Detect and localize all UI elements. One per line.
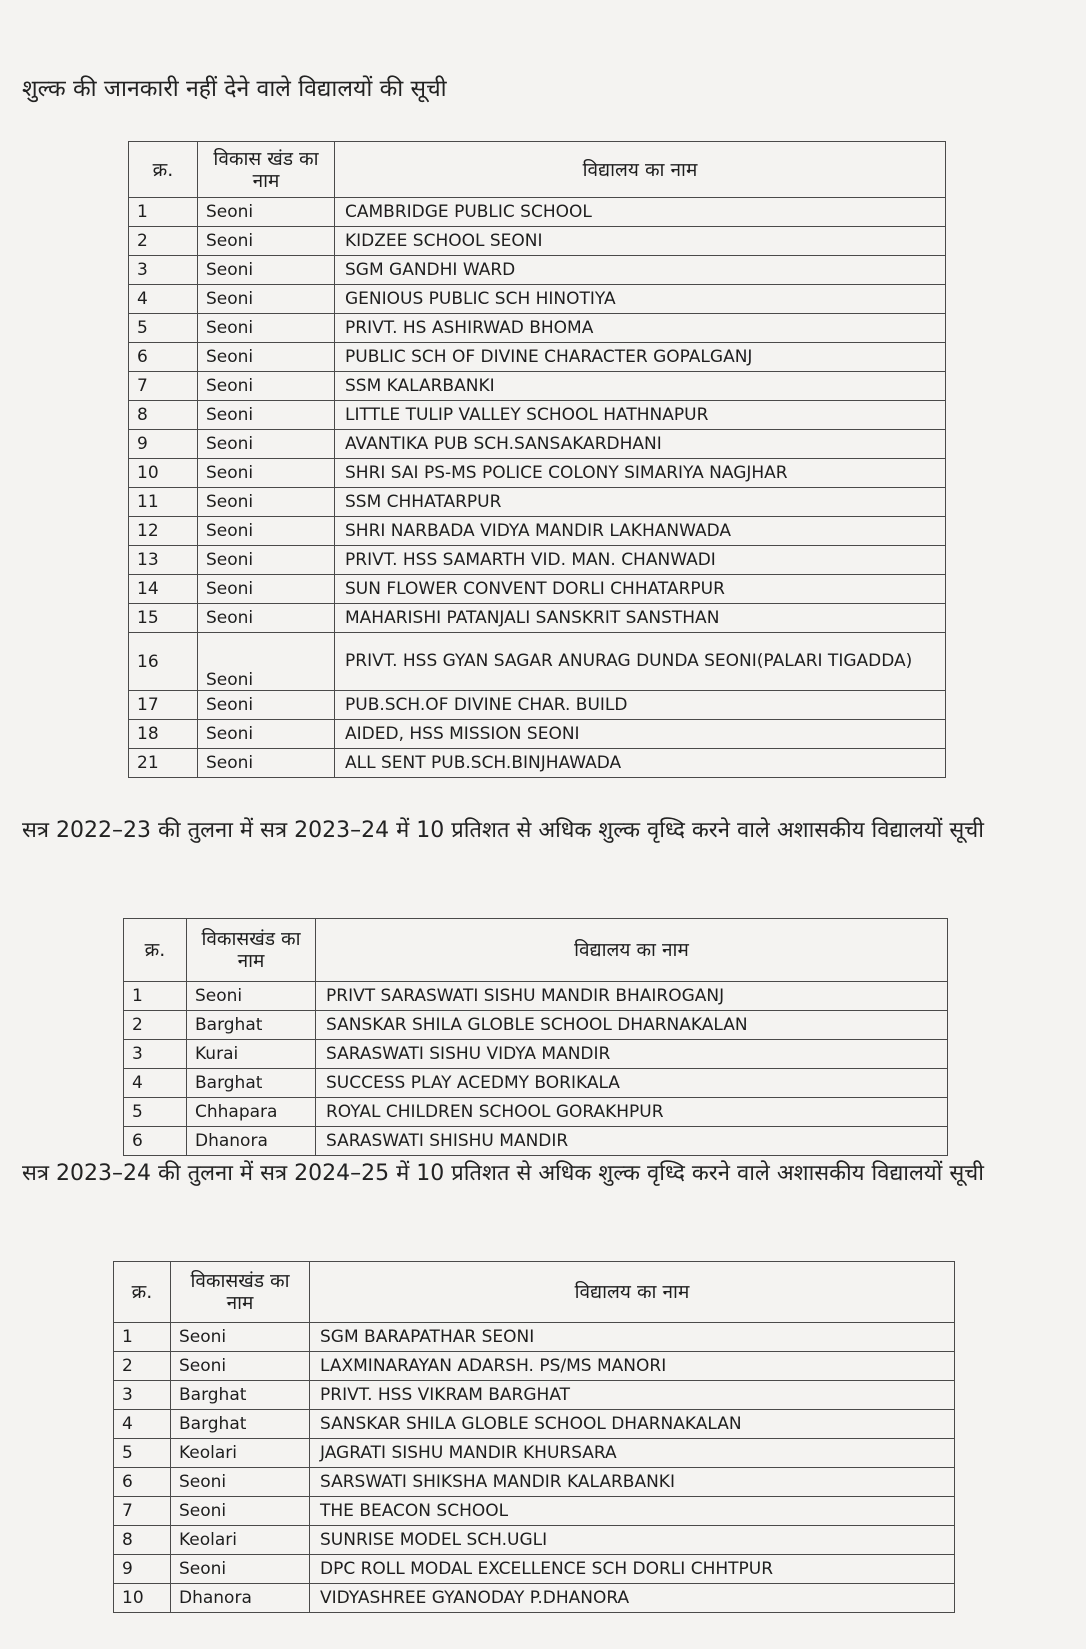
- row-block: Seoni: [171, 1555, 310, 1584]
- row-block: Seoni: [187, 982, 316, 1011]
- header-school: विद्यालय का नाम: [335, 142, 946, 198]
- row-serial: 2: [129, 227, 198, 256]
- table-row: [129, 372, 946, 401]
- row-block: Dhanora: [171, 1584, 310, 1613]
- row-school-name: AIDED, HSS MISSION SEONI: [335, 720, 946, 749]
- row-school-name: PRIVT. HSS GYAN SAGAR ANURAG DUNDA SEONI(PALARI TIGADDA): [335, 633, 946, 691]
- row-school-name: SARASWATI SISHU VIDYA MANDIR: [316, 1040, 948, 1069]
- row-school-name: ROYAL CHILDREN SCHOOL GORAKHPUR: [316, 1098, 948, 1127]
- table-row: [129, 633, 946, 691]
- table-row: [129, 198, 946, 227]
- row-block: Seoni: [171, 1468, 310, 1497]
- table-row: [124, 1127, 948, 1156]
- table-row: [124, 1069, 948, 1098]
- row-school-name: CAMBRIDGE PUBLIC SCHOOL: [335, 198, 946, 227]
- row-serial: 10: [114, 1584, 171, 1613]
- row-school-name: LITTLE TULIP VALLEY SCHOOL HATHNAPUR: [335, 401, 946, 430]
- header-sn: क्र.: [124, 919, 187, 982]
- row-serial: 4: [124, 1069, 187, 1098]
- row-block: Seoni: [171, 1497, 310, 1526]
- row-serial: 16: [129, 633, 198, 691]
- row-school-name: ALL SENT PUB.SCH.BINJHAWADA: [335, 749, 946, 778]
- table-row: [129, 343, 946, 372]
- row-serial: 18: [129, 720, 198, 749]
- row-school-name: SHRI NARBADA VIDYA MANDIR LAKHANWADA: [335, 517, 946, 546]
- row-school-name: SANSKAR SHILA GLOBLE SCHOOL DHARNAKALAN: [316, 1011, 948, 1040]
- header-sn: क्र.: [114, 1262, 171, 1323]
- row-school-name: AVANTIKA PUB SCH.SANSAKARDHANI: [335, 430, 946, 459]
- section1-heading: शुल्क की जानकारी नहीं देने वाले विद्यालयों की सूची: [22, 76, 447, 102]
- row-serial: 7: [129, 372, 198, 401]
- table-row: [129, 430, 946, 459]
- row-serial: 5: [129, 314, 198, 343]
- row-school-name: THE BEACON SCHOOL: [310, 1497, 955, 1526]
- row-serial: 8: [129, 401, 198, 430]
- row-block: Barghat: [171, 1381, 310, 1410]
- row-school-name: JAGRATI SISHU MANDIR KHURSARA: [310, 1439, 955, 1468]
- row-school-name: PRIVT. HSS SAMARTH VID. MAN. CHANWADI: [335, 546, 946, 575]
- row-school-name: SARSWATI SHIKSHA MANDIR KALARBANKI: [310, 1468, 955, 1497]
- row-block: Seoni: [198, 633, 335, 691]
- row-serial: 1: [129, 198, 198, 227]
- row-school-name: LAXMINARAYAN ADARSH. PS/MS MANORI: [310, 1352, 955, 1381]
- row-serial: 4: [129, 285, 198, 314]
- row-block: Dhanora: [187, 1127, 316, 1156]
- row-serial: 4: [114, 1410, 171, 1439]
- row-serial: 9: [114, 1555, 171, 1584]
- row-school-name: PRIVT. HS ASHIRWAD BHOMA: [335, 314, 946, 343]
- row-block: Seoni: [198, 343, 335, 372]
- row-block: Seoni: [198, 604, 335, 633]
- row-block: Seoni: [198, 314, 335, 343]
- table-row: [129, 285, 946, 314]
- row-school-name: SANSKAR SHILA GLOBLE SCHOOL DHARNAKALAN: [310, 1410, 955, 1439]
- row-serial: 21: [129, 749, 198, 778]
- table-row: [129, 459, 946, 488]
- table-row: [114, 1439, 955, 1468]
- table-row: [114, 1352, 955, 1381]
- row-school-name: DPC ROLL MODAL EXCELLENCE SCH DORLI CHHTPUR: [310, 1555, 955, 1584]
- row-block: Seoni: [198, 285, 335, 314]
- table-row: [114, 1468, 955, 1497]
- header-school: विद्यालय का नाम: [316, 919, 948, 982]
- row-block: Seoni: [198, 720, 335, 749]
- row-school-name: SUCCESS PLAY ACEDMY BORIKALA: [316, 1069, 948, 1098]
- section2-table: [123, 918, 948, 1156]
- table-header-row: [114, 1262, 955, 1323]
- table-row: [114, 1584, 955, 1613]
- table-row: [129, 720, 946, 749]
- row-block: Seoni: [198, 430, 335, 459]
- table-row: [124, 1040, 948, 1069]
- row-serial: 8: [114, 1526, 171, 1555]
- row-serial: 6: [129, 343, 198, 372]
- row-school-name: VIDYASHREE GYANODAY P.DHANORA: [310, 1584, 955, 1613]
- row-school-name: PRIVT. HSS VIKRAM BARGHAT: [310, 1381, 955, 1410]
- table-row: [124, 982, 948, 1011]
- row-school-name: PUBLIC SCH OF DIVINE CHARACTER GOPALGANJ: [335, 343, 946, 372]
- header-sn: क्र.: [129, 142, 198, 198]
- row-school-name: SSM KALARBANKI: [335, 372, 946, 401]
- row-block: Seoni: [198, 575, 335, 604]
- row-block: Seoni: [198, 227, 335, 256]
- table-row: [129, 575, 946, 604]
- table-row: [129, 517, 946, 546]
- header-block: विकासखंड का नाम: [187, 919, 316, 982]
- row-block: Barghat: [171, 1410, 310, 1439]
- row-school-name: SSM CHHATARPUR: [335, 488, 946, 517]
- row-block: Seoni: [198, 198, 335, 227]
- row-block: Seoni: [198, 488, 335, 517]
- row-serial: 3: [124, 1040, 187, 1069]
- row-serial: 6: [114, 1468, 171, 1497]
- row-serial: 9: [129, 430, 198, 459]
- header-block: विकासखंड का नाम: [171, 1262, 310, 1323]
- section1-table: [128, 141, 946, 778]
- row-block: Kurai: [187, 1040, 316, 1069]
- row-block: Seoni: [198, 517, 335, 546]
- row-serial: 6: [124, 1127, 187, 1156]
- table-row: [114, 1381, 955, 1410]
- row-block: Keolari: [171, 1439, 310, 1468]
- row-block: Barghat: [187, 1011, 316, 1040]
- row-school-name: KIDZEE SCHOOL SEONI: [335, 227, 946, 256]
- row-serial: 14: [129, 575, 198, 604]
- table-row: [114, 1410, 955, 1439]
- row-school-name: SARASWATI SHISHU MANDIR: [316, 1127, 948, 1156]
- row-block: Seoni: [198, 749, 335, 778]
- row-school-name: SUNRISE MODEL SCH.UGLI: [310, 1526, 955, 1555]
- row-block: Seoni: [171, 1323, 310, 1352]
- table-row: [114, 1323, 955, 1352]
- row-school-name: PUB.SCH.OF DIVINE CHAR. BUILD: [335, 691, 946, 720]
- table-row: [129, 256, 946, 285]
- row-block: Seoni: [198, 459, 335, 488]
- table-row: [129, 401, 946, 430]
- table-header-row: [124, 919, 948, 982]
- row-school-name: SGM BARAPATHAR SEONI: [310, 1323, 955, 1352]
- row-serial: 1: [124, 982, 187, 1011]
- table-row: [124, 1011, 948, 1040]
- row-serial: 2: [114, 1352, 171, 1381]
- table-row: [124, 1098, 948, 1127]
- row-school-name: PRIVT SARASWATI SISHU MANDIR BHAIROGANJ: [316, 982, 948, 1011]
- row-serial: 1: [114, 1323, 171, 1352]
- row-block: Seoni: [198, 372, 335, 401]
- table-row: [129, 691, 946, 720]
- section2-heading: सत्र 2022–23 की तुलना में सत्र 2023–24 में 10 प्रतिशत से अधिक शुल्क वृध्दि करने वाले अशासकीय विद्यालयों सूची: [22, 818, 984, 843]
- row-serial: 12: [129, 517, 198, 546]
- table-row: [114, 1555, 955, 1584]
- table-row: [129, 604, 946, 633]
- row-serial: 15: [129, 604, 198, 633]
- row-serial: 13: [129, 546, 198, 575]
- row-block: Seoni: [198, 401, 335, 430]
- header-school: विद्यालय का नाम: [310, 1262, 955, 1323]
- row-school-name: SGM GANDHI WARD: [335, 256, 946, 285]
- row-block: Seoni: [198, 256, 335, 285]
- row-serial: 5: [124, 1098, 187, 1127]
- row-block: Barghat: [187, 1069, 316, 1098]
- row-block: Seoni: [198, 546, 335, 575]
- row-school-name: SUN FLOWER CONVENT DORLI CHHATARPUR: [335, 575, 946, 604]
- table-header-row: [129, 142, 946, 198]
- row-block: Seoni: [198, 691, 335, 720]
- row-serial: 5: [114, 1439, 171, 1468]
- row-serial: 2: [124, 1011, 187, 1040]
- section3-heading: सत्र 2023–24 की तुलना में सत्र 2024–25 में 10 प्रतिशत से अधिक शुल्क वृध्दि करने वाले अशासकीय विद्यालयों सूची: [22, 1161, 984, 1186]
- table-row: [114, 1526, 955, 1555]
- row-school-name: MAHARISHI PATANJALI SANSKRIT SANSTHAN: [335, 604, 946, 633]
- section3-table: [113, 1261, 955, 1613]
- row-serial: 3: [114, 1381, 171, 1410]
- row-serial: 17: [129, 691, 198, 720]
- row-school-name: GENIOUS PUBLIC SCH HINOTIYA: [335, 285, 946, 314]
- row-block: Seoni: [171, 1352, 310, 1381]
- row-block: Chhapara: [187, 1098, 316, 1127]
- table-row: [129, 314, 946, 343]
- table-row: [129, 546, 946, 575]
- row-block: Keolari: [171, 1526, 310, 1555]
- table-row: [129, 488, 946, 517]
- row-serial: 11: [129, 488, 198, 517]
- table-row: [129, 749, 946, 778]
- table-row: [129, 227, 946, 256]
- table-row: [114, 1497, 955, 1526]
- row-school-name: SHRI SAI PS-MS POLICE COLONY SIMARIYA NAGJHAR: [335, 459, 946, 488]
- row-serial: 7: [114, 1497, 171, 1526]
- row-serial: 10: [129, 459, 198, 488]
- header-block: विकास खंड का नाम: [198, 142, 335, 198]
- row-serial: 3: [129, 256, 198, 285]
